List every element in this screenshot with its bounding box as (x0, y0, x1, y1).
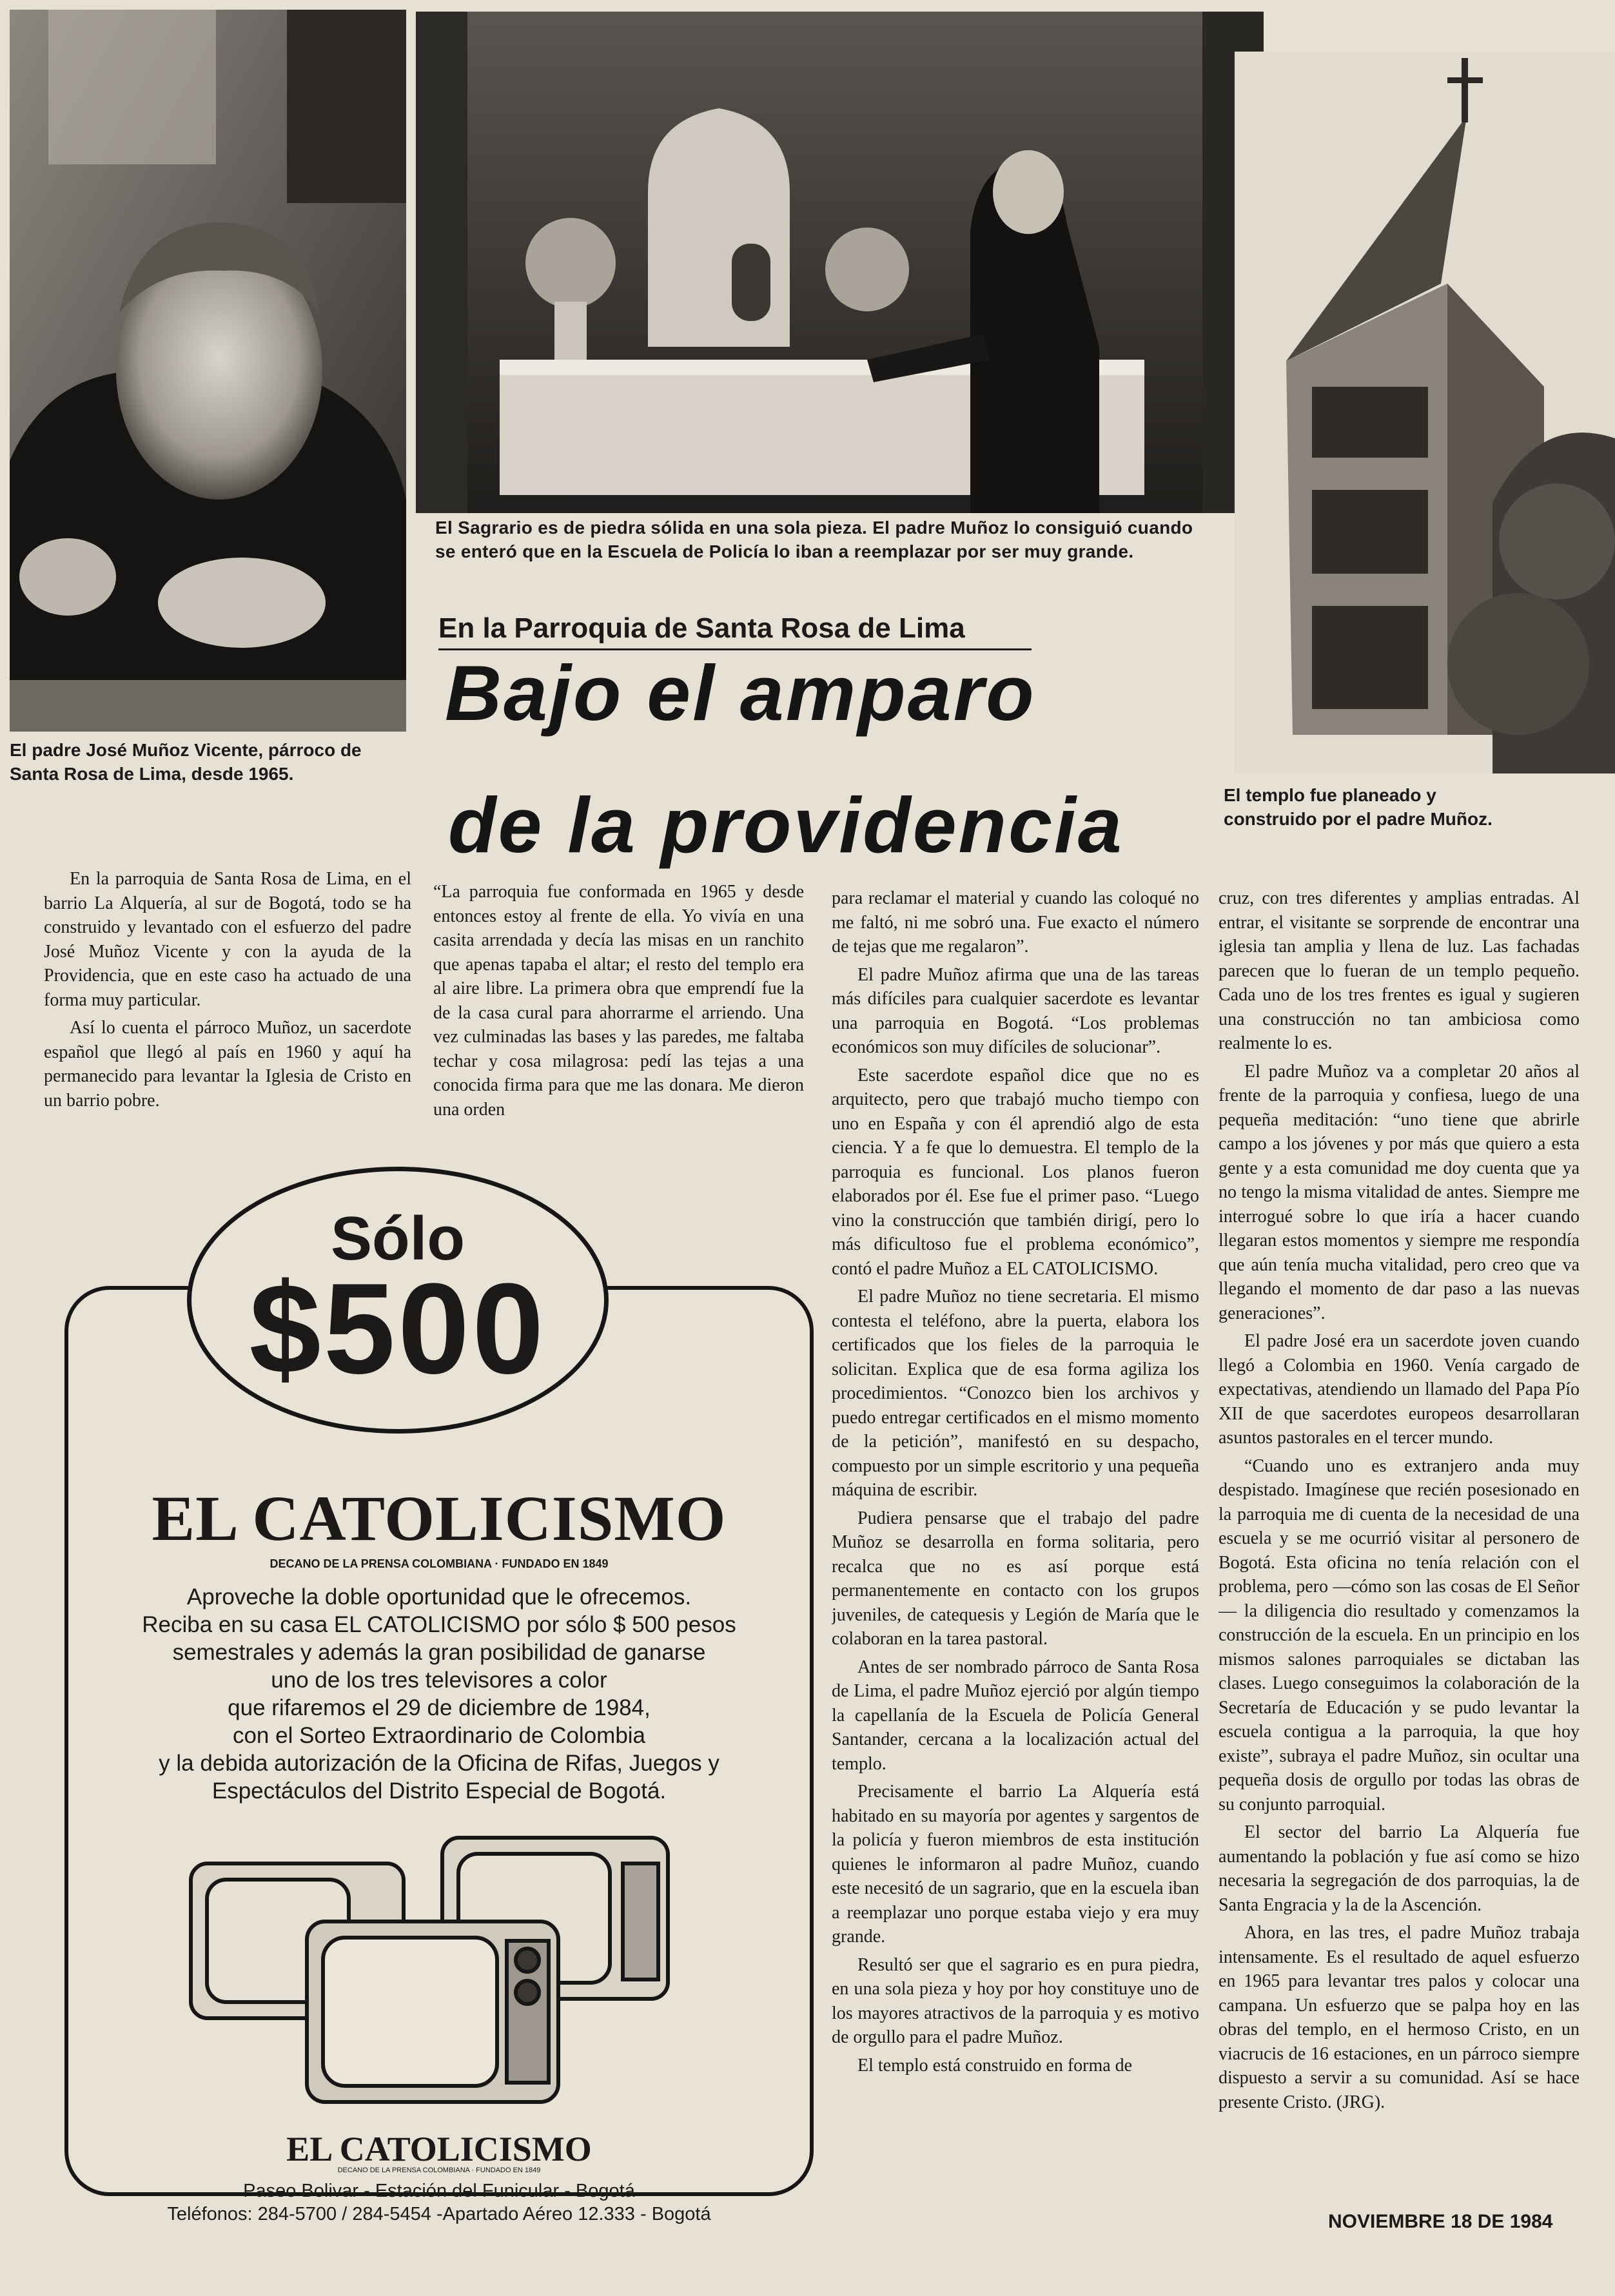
paragraph: Resultó ser que el sagrario es en pura piedra, en una sola pieza y hoy por hoy constituye uno de los mayores atractivos de la parroquia y es motivo de orgullo para el padre Muñoz. (832, 1954, 1199, 2047)
ad-offer-text (94, 1583, 784, 1805)
ad-phone-line: Teléfonos: 284-5700 / 284-5454 -Apartado Aéreo 12.333 - Bogotá (167, 2204, 711, 2224)
paragraph: “Cuando uno es extranjero anda muy despistado. Imagínese que recién posesionado en la parroquia me di cuenta de la necesidad de una escuela y se me ocurrió visitar al personero de Bogotá. Esta oficina no tenía relación con el problema, pero —cómo son las cosas de El Señor— la diligencia dio resultado y comenzamos la construcción de la escuela. En un principio en los mismos salones parroquiales se dictaban las clases. Luego conseguimos la colaboración de la Secretaría de Educación y se pudo levantar la escuela contigua a la parroquia, la que hoy existe”, subraya el padre Muñoz, sin ocultar una pequeña dosis de orgullo por todas las obras de su conjunto parroquial. (1219, 1455, 1580, 1814)
caption-sagrario: El Sagrario es de piedra sólida en una sola pieza. El padre Muñoz lo consiguió cuando se enteró que en la Escuela de Policía lo iban a reemplazar por ser muy grande. (435, 518, 1193, 561)
caption-priest: El padre José Muñoz Vicente, párroco de Santa Rosa de Lima, desde 1965. (10, 740, 362, 784)
photo-bell-tower (1235, 52, 1615, 773)
headline-line-1: Bajo el amparo (445, 649, 1036, 737)
ad-line: uno de los tres televisores a color (271, 1668, 607, 1693)
ad-television-sets-illustration (184, 1825, 694, 2108)
paragraph: En la parroquia de Santa Rosa de Lima, en el barrio La Alquería, al sur de Bogotá, todo se ha construido y levantado con el esfuerzo del padre José Muñoz Vicente y con la ayuda de la Providencia, que en este caso ha actuado de una forma muy particular. (44, 869, 411, 1010)
article-kicker: En la Parroquia de Santa Rosa de Lima (438, 612, 1032, 650)
ad-line: Aproveche la doble oportunidad que le ofrecemos. (186, 1584, 692, 1610)
photo-sagrario (416, 12, 1264, 513)
caption-tower: El templo fue planeado y construido por el padre Muñoz. (1224, 785, 1493, 829)
ad-address-line: Paseo Bolivar - Estación del Funicular - Bogotá (243, 2181, 635, 2201)
paragraph: El padre Muñoz afirma que una de las tareas más difíciles para cualquier sacerdote es levantar una parroquia en Bogotá. “Los problemas económicos son muy difíciles de solucionar”. (832, 964, 1199, 1057)
paragraph: para reclamar el material y cuando las coloqué no me faltó, ni me sobró una. Fue exacto el número de tejas que me regalaron”. (832, 888, 1199, 957)
paragraph: cruz, con tres diferentes y amplias entradas. Al entrar, el visitante se sorprende de encontrar una iglesia tan amplia y llena de luz. Las fachadas parecen que lo fueran de un templo pequeño. Cada uno de los tres frentes es igual y sugieren una construcción no tan ambiciosa como realmente lo es. (1219, 888, 1580, 1053)
publication-date: NOVIEMBRE 18 DE 1984 (1328, 2211, 1553, 2232)
article-column-2 (433, 880, 804, 1196)
ad-price-bubble (187, 1167, 609, 1434)
ad-brand-logo: EL CATOLICISMO (152, 1483, 727, 1554)
paragraph: El padre José era un sacerdote joven cuando llegó a Colombia en 1960. Venía cargado de expectativas, atendiendo un llamado del Papa Pío XII de que sacerdotes europeos desarrollaran asuntos pastorales en el tercer mundo. (1219, 1331, 1580, 1448)
paragraph: Ahora, en las tres, el padre Muñoz trabaja intensamente. Es el resultado de aquel esfuerzo en 1965 para levantar tres palos y colocar una campana. Un esfuerzo que se palpa hoy en las obras del templo, en el hermoso Cristo, en un viacrucis de 16 estaciones, en un párroco siempre dispuesto a servir a su comunidad. Así se hace presente Cristo. (JRG). (1219, 1923, 1580, 2112)
ad-footer-tagline: DECANO DE LA PRENSA COLOMBIANA · FUNDADO EN 1849 (337, 2166, 541, 2174)
ad-line: con el Sorteo Extraordinario de Colombia (232, 1723, 646, 1748)
paragraph: El padre Muñoz no tiene secretaria. El mismo contesta el teléfono, abre la puerta, elabora los certificados que los fieles de la parroquia le solicitan. Explica que de esa forma agiliza los procedimientos. “Conozco bien los archivos y puedo entregar certificados en el mismo momento de la petición”, manifestó en su despacho, compuesto por un simple escritorio y una pequeña máquina de escribir. (832, 1287, 1199, 1500)
ad-address (107, 2179, 771, 2226)
ad-line: semestrales y además la gran posibilidad de ganarse (172, 1640, 706, 1665)
paragraph: Así lo cuenta el párroco Muñoz, un sacerdote español que llegó al país en 1960 y aquí ha permanecido para levantar la Iglesia de Cristo en un barrio pobre. (44, 1018, 411, 1111)
paragraph: Este sacerdote español dice que no es arquitecto, pero que trabajó mucho tiempo con uno en España y con él aprendió algo de esta ciencia. Y a fe que lo demuestra. El templo de la parroquia es funcional. Los planos fueron elaborados por él. Ese fue el primer paso. “Luego vino la construcción que también dirigí, pero lo más dificultoso fue el problema económico”, contó el padre Muñoz a EL CATOLICISMO. (832, 1065, 1199, 1279)
ad-price: $500 (249, 1257, 547, 1401)
paragraph: Precisamente el barrio La Alquería está habitado en su mayoría por agentes y sargentos de la policía y fueron miembros de esta institución quienes le informaron al padre Muñoz, cuando este necesitó de un sagrario, que en la escuela iban a reemplazar uno porque estaba viejo y era muy grande. (832, 1782, 1199, 1947)
ad-line: y la debida autorización de la Oficina de Rifas, Juegos y (159, 1751, 719, 1776)
paragraph: “La parroquia fue conformada en 1965 y desde entonces estoy al frente de ella. Yo vivía en una casita arrendada y decía las misas en un ranchito que apenas tapaba el altar; el resto del templo era al aire libre. La primera obra que emprendí fue la de la casa cural para ahorrarme el arriendo. Una vez culminadas las bases y las paredes, me faltaba techar y cosa milagrosa: pedí las tejas a una conocida firma para que me las donara. Me dieron una orden (433, 882, 804, 1120)
ad-footer-logo: EL CATOLICISMO (286, 2130, 592, 2168)
paragraph: El templo está construido en forma de (857, 2055, 1133, 2076)
ad-line: Reciba en su casa EL CATOLICISMO por sólo $ 500 pesos (142, 1612, 736, 1637)
ad-line: que rifaremos el 29 de diciembre de 1984, (228, 1695, 651, 1720)
ad-solo-label: Sólo (331, 1204, 465, 1273)
article-column-4 (1219, 886, 1580, 2195)
paragraph: Antes de ser nombrado párroco de Santa Rosa de Lima, el padre Muñoz ejerció por algún tiempo la capellanía de la Escuela de Policía General Santander, cercana a la localización actual del templo. (832, 1657, 1199, 1774)
paragraph: Pudiera pensarse que el trabajo del padre Muñoz se desarrolla en forma solitaria, pero recalca que no es así porque está permanentemente en contacto con los grupos juveniles, de catequesis y Legión de María que le colaboran en la tarea pastoral. (832, 1508, 1199, 1649)
paragraph: El sector del barrio La Alquería fue aumentando la población y fue así como se hizo necesaria la segregación de dos parroquias, la de Santa Engracia y la de la Ascención. (1219, 1822, 1580, 1915)
headline-line-2: de la providencia (448, 781, 1124, 869)
paragraph: El padre Muñoz va a completar 20 años al frente de la parroquia y confiesa, luego de una pequeña meditación: “uno tiene que abrirle campo a los jóvenes y por más que quiero a esta gente y a esta comunidad me doy cuenta que ya no tengo la misma vitalidad de antes. Siempre me interrogué sobre lo que iría a hacer cuando llegaran estos momentos y siempre me respondía que aún tenía mucha vitalidad, pero creo que va llegando el momento de dar paso a las nuevas generaciones”. (1219, 1061, 1580, 1323)
article-column-1 (44, 867, 411, 1189)
ad-brand-tagline: DECANO DE LA PRENSA COLOMBIANA · FUNDADO EN 1849 (269, 1557, 609, 1570)
ad-line: Espectáculos del Distrito Especial de Bogotá. (211, 1778, 667, 1804)
article-column-3 (832, 886, 1199, 2266)
photo-priest-portrait (10, 10, 406, 732)
